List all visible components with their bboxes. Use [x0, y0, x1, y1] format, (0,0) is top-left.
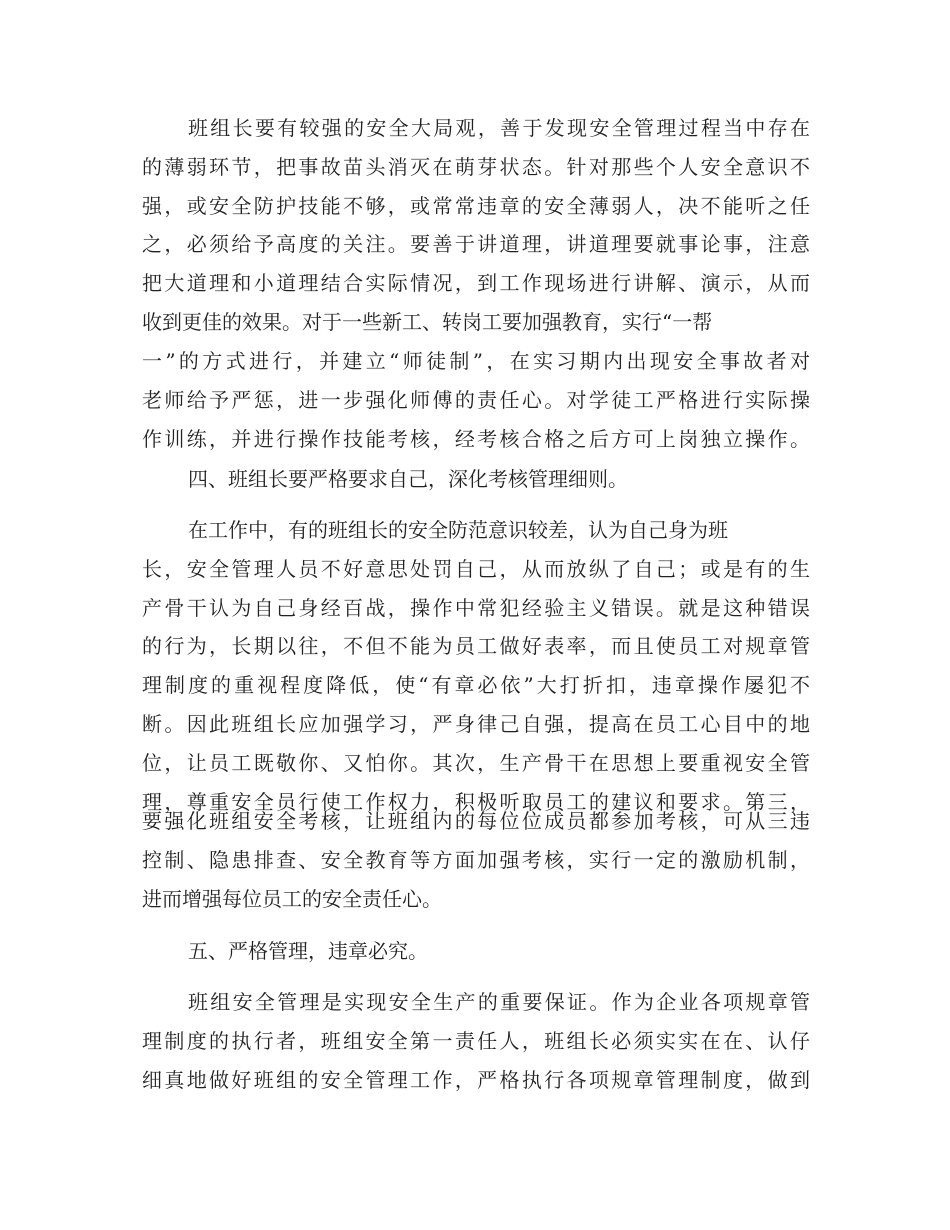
paragraph-line: 作训练，并进行操作技能考核，经考核合格之后方可上岗独立操作。 [142, 427, 810, 451]
paragraph-line: 收到更佳的效果。对于一些新工、转岗工要加强教育，实行“一帮 [142, 310, 713, 334]
paragraph-line: 理，尊重安全员行使工作权力，积极听取员工的建议和要求。第三， [142, 790, 810, 814]
paragraph-line: 控制、隐患排查、安全教育等方面加强考核，实行一定的激励机制， [142, 848, 810, 872]
paragraph-line: 要强化班组安全考核，让班组内的每位位成员都参加考核，可从三违 [142, 809, 810, 833]
paragraph-line: 一”的方式进行，并建立“师徒制”，在实习期内出现安全事故者对 [142, 349, 810, 373]
paragraph-line: 老师给予严惩，进一步强化师傅的责任心。对学徒工严格进行实际操 [142, 388, 810, 412]
paragraph-line: 班组安全管理是实现安全生产的重要保证。作为企业各项规章管 [188, 990, 810, 1014]
paragraph-line: 的薄弱环节，把事故苗头消灭在萌芽状态。针对那些个人安全意识不 [142, 155, 810, 179]
paragraph-line: 进而增强每位员工的安全责任心。 [142, 887, 442, 911]
paragraph-line: 位，让员工既敬你、又怕你。其次，生产骨干在思想上要重视安全管 [142, 751, 810, 775]
paragraph-line: 之，必须给予高度的关注。要善于讲道理，讲道理要就事论事，注意 [142, 232, 810, 256]
paragraph-line: 班组长要有较强的安全大局观，善于发现安全管理过程当中存在 [188, 116, 810, 140]
paragraph-line: 长，安全管理人员不好意思处罚自己，从而放纵了自己；或是有的生 [142, 557, 810, 581]
paragraph-line: 强，或安全防护技能不够，或常常违章的安全薄弱人，决不能听之任 [142, 194, 810, 218]
section-heading: 五、严格管理，违章必究。 [188, 939, 428, 963]
paragraph-line: 理制度的执行者，班组安全第一责任人，班组长必须实实在在、认仔 [142, 1029, 810, 1053]
paragraph-line: 在工作中，有的班组长的安全防范意识较差，认为自己身为班 [188, 518, 728, 542]
paragraph-line: 理制度的重视程度降低，使“有章必依”大打折扣，违章操作屡犯不 [142, 673, 810, 697]
section-heading: 四、班组长要严格要求自己，深化考核管理细则。 [188, 467, 628, 491]
paragraph-line: 细真地做好班组的安全管理工作，严格执行各项规章管理制度，做到 [142, 1068, 810, 1092]
paragraph-line: 产骨干认为自己身经百战，操作中常犯经验主义错误。就是这种错误 [142, 596, 810, 620]
paragraph-line: 的行为，长期以往，不但不能为员工做好表率，而且使员工对规章管 [142, 634, 810, 658]
paragraph-line: 断。因此班组长应加强学习，严身律己自强，提高在员工心目中的地 [142, 712, 810, 736]
paragraph-line: 把大道理和小道理结合实际情况，到工作现场进行讲解、演示，从而 [142, 271, 810, 295]
